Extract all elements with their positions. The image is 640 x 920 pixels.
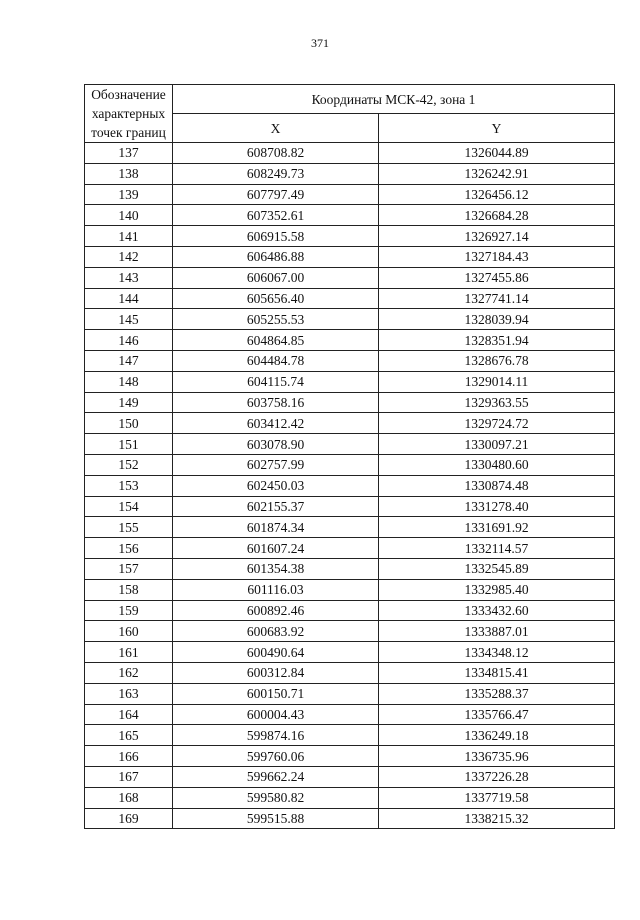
cell-point-id: 163	[85, 683, 173, 704]
cell-point-id: 141	[85, 226, 173, 247]
table-row	[85, 330, 615, 351]
header-y: Y	[379, 114, 615, 143]
table-row	[85, 205, 615, 226]
cell-y: 1335288.37	[379, 683, 615, 704]
cell-y: 1335766.47	[379, 704, 615, 725]
cell-y: 1331278.40	[379, 496, 615, 517]
cell-x: 600004.43	[173, 704, 379, 725]
cell-x: 604864.85	[173, 330, 379, 351]
page-number: 371	[311, 36, 329, 50]
table-row	[85, 558, 615, 579]
cell-point-id: 149	[85, 392, 173, 413]
table-row	[85, 226, 615, 247]
cell-x: 601607.24	[173, 538, 379, 559]
header-coordinates-group: Координаты МСК-42, зона 1	[173, 85, 615, 114]
table-row	[85, 642, 615, 663]
cell-point-id: 146	[85, 330, 173, 351]
cell-y: 1333887.01	[379, 621, 615, 642]
cell-y: 1332545.89	[379, 558, 615, 579]
cell-point-id: 148	[85, 371, 173, 392]
cell-y: 1329014.11	[379, 371, 615, 392]
table-row	[85, 288, 615, 309]
cell-y: 1336735.96	[379, 746, 615, 767]
table-row	[85, 309, 615, 330]
table-row	[85, 579, 615, 600]
cell-x: 608249.73	[173, 163, 379, 184]
cell-y: 1328351.94	[379, 330, 615, 351]
cell-x: 605255.53	[173, 309, 379, 330]
cell-point-id: 162	[85, 662, 173, 683]
table-row	[85, 704, 615, 725]
cell-x: 599515.88	[173, 808, 379, 829]
cell-y: 1334815.41	[379, 662, 615, 683]
cell-x: 606067.00	[173, 267, 379, 288]
cell-x: 603758.16	[173, 392, 379, 413]
cell-x: 600150.71	[173, 683, 379, 704]
table-row	[85, 434, 615, 455]
table-row	[85, 600, 615, 621]
cell-x: 599760.06	[173, 746, 379, 767]
cell-point-id: 160	[85, 621, 173, 642]
cell-point-id: 169	[85, 808, 173, 829]
cell-x: 600683.92	[173, 621, 379, 642]
table-row	[85, 413, 615, 434]
cell-x: 607352.61	[173, 205, 379, 226]
cell-point-id: 165	[85, 725, 173, 746]
cell-x: 607797.49	[173, 184, 379, 205]
cell-y: 1326044.89	[379, 143, 615, 164]
table-row	[85, 662, 615, 683]
cell-y: 1326684.28	[379, 205, 615, 226]
cell-point-id: 147	[85, 350, 173, 371]
table-row	[85, 371, 615, 392]
table-row	[85, 163, 615, 184]
table-row	[85, 267, 615, 288]
table-row	[85, 683, 615, 704]
cell-point-id: 137	[85, 143, 173, 164]
cell-x: 601116.03	[173, 579, 379, 600]
cell-y: 1331691.92	[379, 517, 615, 538]
coordinates-table	[84, 84, 615, 829]
cell-point-id: 138	[85, 163, 173, 184]
table-row	[85, 184, 615, 205]
cell-point-id: 152	[85, 454, 173, 475]
cell-y: 1326456.12	[379, 184, 615, 205]
cell-y: 1326927.14	[379, 226, 615, 247]
table-row	[85, 808, 615, 829]
cell-x: 600892.46	[173, 600, 379, 621]
cell-point-id: 145	[85, 309, 173, 330]
cell-x: 601354.38	[173, 558, 379, 579]
cell-y: 1336249.18	[379, 725, 615, 746]
cell-point-id: 167	[85, 766, 173, 787]
table-row	[85, 787, 615, 808]
cell-y: 1327741.14	[379, 288, 615, 309]
cell-point-id: 159	[85, 600, 173, 621]
cell-y: 1328676.78	[379, 350, 615, 371]
cell-point-id: 143	[85, 267, 173, 288]
cell-y: 1338215.32	[379, 808, 615, 829]
table-header	[85, 85, 615, 143]
cell-point-id: 168	[85, 787, 173, 808]
header-point-designation	[85, 85, 173, 143]
cell-y: 1329363.55	[379, 392, 615, 413]
cell-x: 604484.78	[173, 350, 379, 371]
cell-x: 605656.40	[173, 288, 379, 309]
cell-x: 601874.34	[173, 517, 379, 538]
cell-y: 1330097.21	[379, 434, 615, 455]
cell-y: 1337719.58	[379, 787, 615, 808]
cell-y: 1330874.48	[379, 475, 615, 496]
table-row	[85, 143, 615, 164]
cell-x: 606486.88	[173, 246, 379, 267]
table-row	[85, 392, 615, 413]
cell-point-id: 150	[85, 413, 173, 434]
cell-x: 602757.99	[173, 454, 379, 475]
cell-y: 1327455.86	[379, 267, 615, 288]
table-row	[85, 746, 615, 767]
cell-y: 1329724.72	[379, 413, 615, 434]
cell-y: 1327184.43	[379, 246, 615, 267]
table-row	[85, 538, 615, 559]
cell-y: 1326242.91	[379, 163, 615, 184]
cell-x: 600312.84	[173, 662, 379, 683]
cell-x: 603412.42	[173, 413, 379, 434]
cell-point-id: 144	[85, 288, 173, 309]
cell-y: 1337226.28	[379, 766, 615, 787]
cell-point-id: 166	[85, 746, 173, 767]
cell-point-id: 158	[85, 579, 173, 600]
table-row	[85, 517, 615, 538]
cell-point-id: 140	[85, 205, 173, 226]
table-row	[85, 350, 615, 371]
cell-y: 1332985.40	[379, 579, 615, 600]
cell-x: 602155.37	[173, 496, 379, 517]
cell-x: 608708.82	[173, 143, 379, 164]
cell-y: 1330480.60	[379, 454, 615, 475]
cell-point-id: 142	[85, 246, 173, 267]
cell-point-id: 153	[85, 475, 173, 496]
table-row	[85, 246, 615, 267]
table-row	[85, 766, 615, 787]
cell-x: 603078.90	[173, 434, 379, 455]
table-row	[85, 725, 615, 746]
cell-point-id: 154	[85, 496, 173, 517]
cell-point-id: 157	[85, 558, 173, 579]
cell-x: 604115.74	[173, 371, 379, 392]
cell-x: 599580.82	[173, 787, 379, 808]
table-row	[85, 475, 615, 496]
cell-y: 1333432.60	[379, 600, 615, 621]
cell-point-id: 155	[85, 517, 173, 538]
cell-point-id: 139	[85, 184, 173, 205]
header-point-line: Обозначение	[91, 87, 166, 102]
cell-x: 599662.24	[173, 766, 379, 787]
cell-y: 1328039.94	[379, 309, 615, 330]
table-row	[85, 454, 615, 475]
cell-y: 1332114.57	[379, 538, 615, 559]
cell-point-id: 151	[85, 434, 173, 455]
cell-x: 602450.03	[173, 475, 379, 496]
header-point-line: точек границ	[91, 125, 166, 140]
table-row	[85, 621, 615, 642]
cell-x: 606915.58	[173, 226, 379, 247]
cell-point-id: 161	[85, 642, 173, 663]
cell-x: 599874.16	[173, 725, 379, 746]
cell-x: 600490.64	[173, 642, 379, 663]
cell-y: 1334348.12	[379, 642, 615, 663]
cell-point-id: 156	[85, 538, 173, 559]
cell-point-id: 164	[85, 704, 173, 725]
table-body	[85, 143, 615, 829]
header-row-group	[85, 85, 615, 114]
table-row	[85, 496, 615, 517]
header-x: X	[173, 114, 379, 143]
header-point-line: характерных	[91, 106, 166, 121]
